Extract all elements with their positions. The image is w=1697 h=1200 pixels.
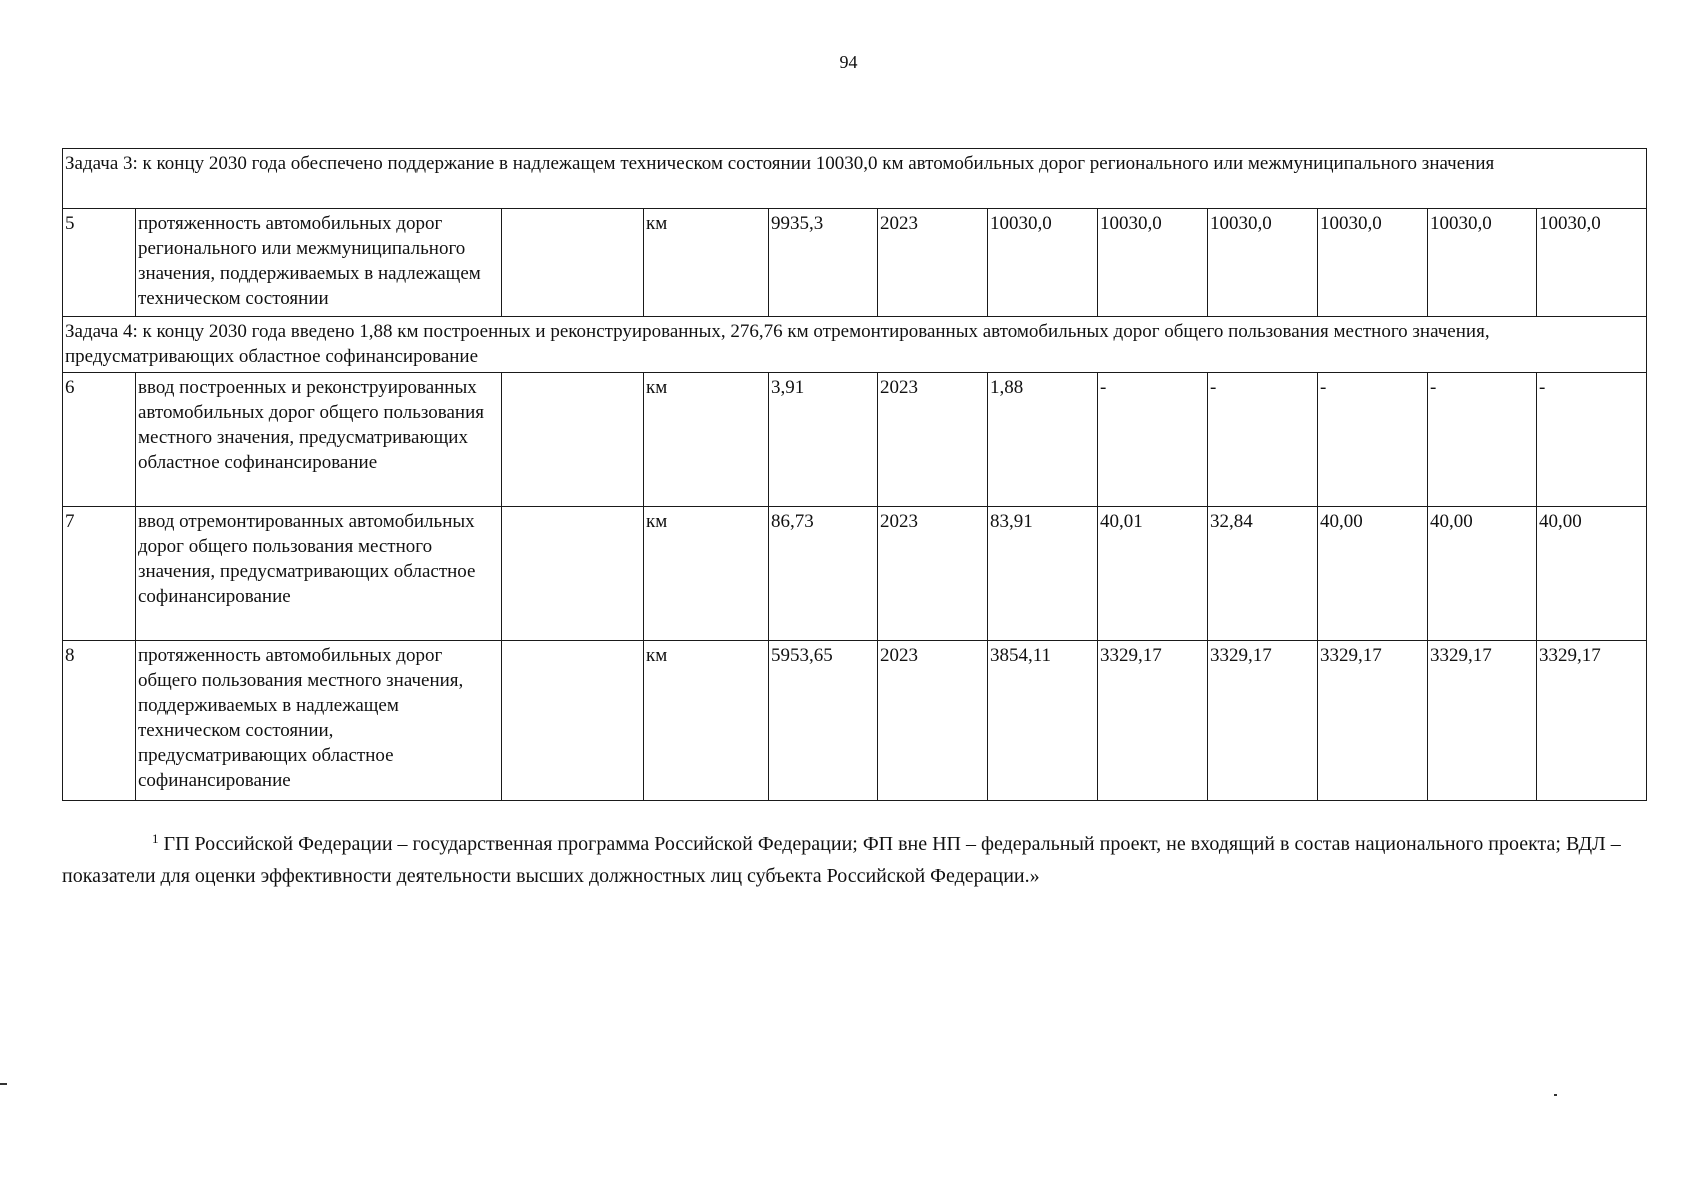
year-value-cell: -: [1428, 373, 1537, 507]
base-value-cell: 3,91: [769, 373, 878, 507]
year-value-cell: 3329,17: [1318, 641, 1428, 801]
indicator-name-cell: протяженность автомобильных дорог общего пользования местного значения, поддерживаемых в надлежащем техническом состоянии, предусматривающих областное софинансирование: [136, 641, 502, 801]
indicator-name-cell: протяженность автомобильных дорог регионального или межмуниципального значения, поддерживаемых в надлежащем техническом состоянии: [136, 209, 502, 317]
row-number-cell: 5: [63, 209, 136, 317]
indicator-row: [63, 209, 1647, 317]
indicator-level-cell: [502, 507, 644, 641]
unit-cell: км: [644, 373, 769, 507]
base-value-cell: 5953,65: [769, 641, 878, 801]
indicator-level-cell: [502, 209, 644, 317]
year-value-cell: 3329,17: [1537, 641, 1647, 801]
indicator-level-cell: [502, 373, 644, 507]
page-number: 94: [839, 52, 858, 72]
year-value-cell: 3854,11: [988, 641, 1098, 801]
task-row: [63, 149, 1647, 209]
year-value-cell: 3329,17: [1098, 641, 1208, 801]
year-value-cell: 32,84: [1208, 507, 1318, 641]
year-value-cell: 10030,0: [1428, 209, 1537, 317]
indicator-row: [63, 641, 1647, 801]
year-value-cell: 40,00: [1318, 507, 1428, 641]
unit-cell: км: [644, 507, 769, 641]
year-value-cell: 10030,0: [1208, 209, 1318, 317]
base-year-cell: 2023: [878, 209, 988, 317]
task-heading: Задача 3: к концу 2030 года обеспечено поддержание в надлежащем техническом состоянии 10030,0 км автомобильных дорог регионального или межмуниципального значения: [63, 149, 1647, 209]
scan-mark: [0, 1083, 7, 1085]
year-value-cell: -: [1098, 373, 1208, 507]
footnote: [62, 828, 1646, 892]
year-value-cell: 40,01: [1098, 507, 1208, 641]
year-value-cell: 40,00: [1537, 507, 1647, 641]
row-number-cell: 8: [63, 641, 136, 801]
year-value-cell: 10030,0: [988, 209, 1098, 317]
indicator-name-cell: ввод отремонтированных автомобильных дорог общего пользования местного значения, предусматривающих областное софинансирование: [136, 507, 502, 641]
indicator-row: [63, 507, 1647, 641]
footnote-marker: 1: [152, 831, 159, 846]
scan-mark: [1554, 1094, 1557, 1096]
year-value-cell: 10030,0: [1098, 209, 1208, 317]
unit-cell: км: [644, 641, 769, 801]
base-year-cell: 2023: [878, 373, 988, 507]
base-value-cell: 86,73: [769, 507, 878, 641]
indicator-level-cell: [502, 641, 644, 801]
year-value-cell: 3329,17: [1428, 641, 1537, 801]
base-year-cell: 2023: [878, 507, 988, 641]
table-body: [63, 149, 1647, 801]
row-number-cell: 6: [63, 373, 136, 507]
base-year-cell: 2023: [878, 641, 988, 801]
year-value-cell: 10030,0: [1537, 209, 1647, 317]
year-value-cell: 40,00: [1428, 507, 1537, 641]
year-value-cell: -: [1318, 373, 1428, 507]
year-value-cell: 1,88: [988, 373, 1098, 507]
year-value-cell: 3329,17: [1208, 641, 1318, 801]
row-number-cell: 7: [63, 507, 136, 641]
indicator-row: [63, 373, 1647, 507]
year-value-cell: -: [1537, 373, 1647, 507]
year-value-cell: 10030,0: [1318, 209, 1428, 317]
unit-cell: км: [644, 209, 769, 317]
task-row: [63, 317, 1647, 373]
indicators-table: [62, 148, 1647, 801]
indicator-name-cell: ввод построенных и реконструированных автомобильных дорог общего пользования местного значения, предусматривающих областное софинансирование: [136, 373, 502, 507]
year-value-cell: -: [1208, 373, 1318, 507]
base-value-cell: 9935,3: [769, 209, 878, 317]
task-heading: Задача 4: к концу 2030 года введено 1,88 км построенных и реконструированных, 276,76 км отремонтированных автомобильных дорог общего пользования местного значения, предусматривающих областное софинансирование: [63, 317, 1647, 373]
footnote-text: ГП Российской Федерации – государственная программа Российской Федерации; ФП вне НП – федеральный проект, не входящий в состав национального проекта; ВДЛ – показатели для оценки эффективности деятельности высших должностных лиц субъекта Российской Федерации.»: [62, 833, 1621, 887]
year-value-cell: 83,91: [988, 507, 1098, 641]
